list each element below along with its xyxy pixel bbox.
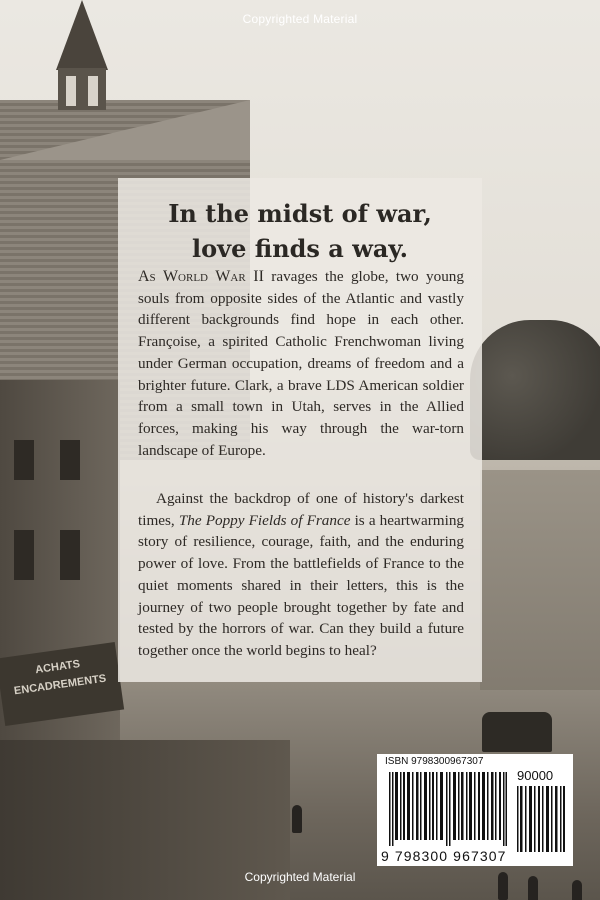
photo-belfry: [58, 68, 106, 110]
blurb-paragraph-1: [138, 266, 464, 461]
blurb-lead-in: As World War II: [138, 268, 264, 285]
price-code: 90000: [517, 768, 554, 783]
photo-window: [60, 440, 80, 480]
photo-trees: [470, 320, 600, 460]
blurb-paragraph-2: [138, 488, 464, 662]
photo-window: [60, 530, 80, 580]
photo-car: [482, 712, 552, 752]
headline-line-2: love finds a way.: [192, 234, 408, 263]
copyright-watermark-top: Copyrighted Material: [242, 12, 358, 26]
photo-spire: [56, 0, 108, 70]
isbn-label: ISBN 9798300967307: [385, 756, 484, 767]
photo-roof-edge: [0, 100, 250, 160]
headline: [118, 196, 482, 266]
barcode-digits: 9 798300 967307: [381, 848, 507, 864]
blurb-paragraph-2-before: Against the backdrop of one of history's darkest times,: [138, 490, 464, 529]
blurb-paragraph-2-after: is a heartwarming story of resilience, courage, faith, and the enduring power of love. From the battlefields of France to the quiet moments shared in their letters, this is the journey of two people brought together by fate and tested by the horrors of war. Can they build a future together once the world begins to heal?: [138, 511, 465, 659]
blurb-panel: [118, 178, 482, 682]
barcode-addon-bars: [517, 786, 565, 852]
blurb-paragraph-1-text: ravages the globe, two young souls from opposite sides of the Atlantic and vastly different backgrounds find hope in each other. Françoise, a spirited Catholic Frenchwoman living under German occupation, dreams of freedom and a brighter future. Clark, a brave LDS American soldier from a small town in Utah, serves in the Allied forces, making his way through the war-torn landscape of Europe.: [138, 268, 464, 459]
book-title-inline: The Poppy Fields of France: [178, 511, 351, 529]
photo-store-sign: ACHATS ENCADREMENTS: [0, 642, 124, 726]
isbn-barcode: [377, 754, 573, 866]
photo-window: [14, 440, 34, 480]
barcode-bars: [389, 772, 507, 846]
photo-person: [292, 805, 302, 833]
headline-line-1: In the midst of war,: [168, 199, 432, 228]
copyright-watermark-bottom: Copyrighted Material: [244, 870, 356, 884]
photo-window: [14, 530, 34, 580]
